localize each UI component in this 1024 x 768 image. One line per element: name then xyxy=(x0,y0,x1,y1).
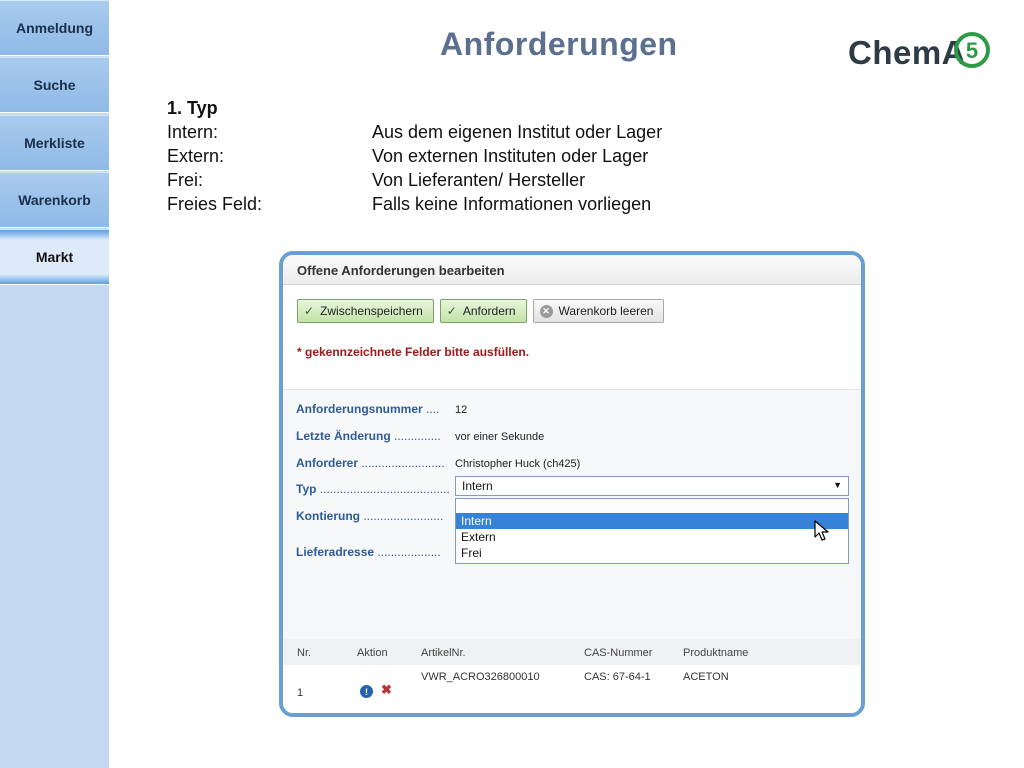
required-fields-note: * gekennzeichnete Felder bitte ausfüllen. xyxy=(297,345,530,359)
info-icon[interactable]: ! xyxy=(360,685,373,698)
sidebar-item-label: Warenkorb xyxy=(18,192,91,208)
column-header-cas: CAS-Nummer xyxy=(584,647,653,659)
requester-value: Christopher Huck (ch425) xyxy=(455,458,581,470)
dropdown-option-intern[interactable]: Intern xyxy=(456,513,848,529)
column-header-product: Produktname xyxy=(683,647,749,659)
request-form xyxy=(283,389,861,639)
description-row: Extern: Von externen Instituten oder Lager xyxy=(167,146,649,166)
page-title: Anforderungen xyxy=(440,26,678,62)
column-header-article: ArtikelNr. xyxy=(421,647,466,659)
logo-text: ChemA xyxy=(848,34,967,71)
type-select[interactable] xyxy=(455,476,849,496)
sidebar-item-label: Merkliste xyxy=(24,135,85,151)
dropdown-option-frei[interactable]: Frei xyxy=(461,546,482,560)
logo-ring-icon xyxy=(953,28,991,72)
sidebar-item-label: Anmeldung xyxy=(16,20,93,36)
checkmark-icon: ✓ xyxy=(304,304,315,318)
description-row: Freies Feld: Falls keine Informationen vorliegen xyxy=(167,194,652,214)
table-header xyxy=(283,639,861,665)
cell-article: VWR_ACRO326800010 xyxy=(421,671,540,683)
clear-icon: ✕ xyxy=(540,305,553,318)
clear-cart-button[interactable]: ✕ Warenkorb leeren xyxy=(533,299,665,323)
cell-nr: 1 xyxy=(297,687,304,699)
toolbar xyxy=(297,299,664,323)
delete-icon[interactable]: ✖ xyxy=(381,682,392,697)
form-row-type: Typ ....................................... xyxy=(296,482,450,496)
cell-cas: CAS: 67-64-1 xyxy=(584,671,651,683)
request-button[interactable]: ✓ Anfordern xyxy=(440,299,527,323)
column-header-nr: Nr. xyxy=(297,647,312,659)
description-heading: 1. Typ xyxy=(167,98,218,118)
chema5-logo xyxy=(848,26,993,76)
form-row-request-number: Anforderungsnummer .... xyxy=(296,402,440,416)
sidebar-item-merkliste[interactable] xyxy=(0,115,109,171)
sidebar-item-label: Markt xyxy=(35,249,74,265)
column-header-action: Aktion xyxy=(357,647,388,659)
sidebar-item-warenkorb[interactable] xyxy=(0,172,109,228)
request-number-value: 12 xyxy=(455,404,468,416)
dropdown-option-extern[interactable]: Extern xyxy=(461,530,496,544)
cart-table xyxy=(283,639,861,717)
type-select-value: Intern xyxy=(462,479,493,493)
sidebar-item-label: Suche xyxy=(33,77,76,93)
dropdown-arrow-icon: ▼ xyxy=(833,480,842,490)
form-row-last-change: Letzte Änderung .............. xyxy=(296,429,441,443)
last-change-value: vor einer Sekunde xyxy=(455,431,545,443)
table-row[interactable] xyxy=(283,665,861,717)
form-row-account: Kontierung ........................ xyxy=(296,509,444,523)
form-row-requester: Anforderer ......................... xyxy=(296,456,445,470)
sidebar xyxy=(0,0,109,768)
sidebar-item-suche[interactable] xyxy=(0,57,109,113)
mouse-cursor-icon xyxy=(814,520,830,542)
sidebar-item-anmeldung[interactable] xyxy=(0,0,109,56)
description-row: Intern: Aus dem eigenen Institut oder Lager xyxy=(167,122,663,142)
request-edit-panel xyxy=(279,251,865,717)
checkmark-icon: ✓ xyxy=(446,304,457,318)
cell-product: ACETON xyxy=(683,671,729,683)
save-draft-button[interactable]: ✓ Zwischenspeichern xyxy=(297,299,434,323)
logo-number: 5 xyxy=(965,38,979,63)
type-dropdown-list xyxy=(455,498,849,564)
type-description xyxy=(167,96,662,216)
panel-title: Offene Anforderungen bearbeiten xyxy=(283,255,861,285)
sidebar-item-markt[interactable] xyxy=(0,229,109,285)
description-row: Frei: Von Lieferanten/ Hersteller xyxy=(167,170,586,190)
form-row-delivery-address: Lieferadresse ................... xyxy=(296,545,441,559)
